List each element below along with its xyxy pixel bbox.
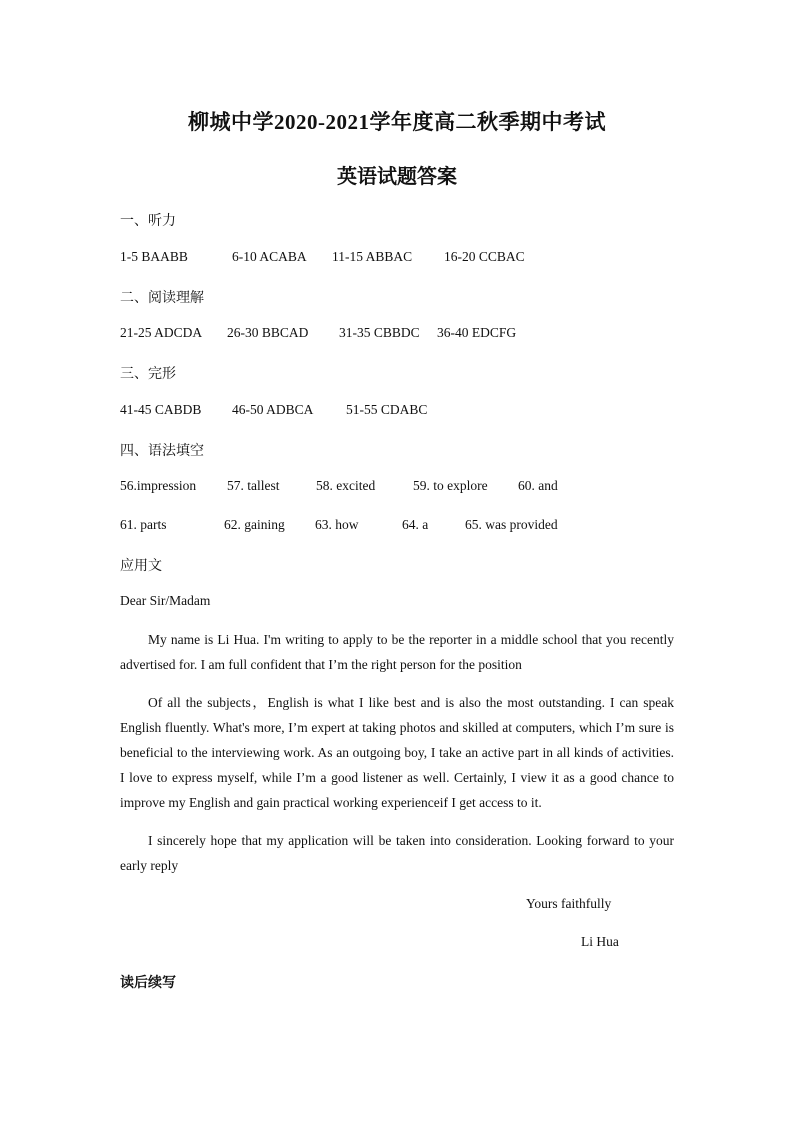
letter-paragraph-2: Of all the subjects，English is what I like best and is also the most outstanding. I can speak English fluently. What's more, I’m expert at taking photos and skilled at computers, which I’m sure is beneficial to the interviewing work. As an outgoing boy, I take an active part in all kinds of activities. I love to express myself, while I’m a good listener as well. Certainly, I view it as a good chance to improve my English and gain practical working experienceif I get access to it. — [120, 695, 674, 810]
answer-group: 46-50 ADBCA — [232, 402, 314, 417]
answer-group: 6-10 ACABA — [232, 249, 307, 264]
letter-paragraph-3: I sincerely hope that my application will be taken into consideration. Looking forward to your early reply — [120, 833, 674, 873]
answer-group: 26-30 BBCAD — [227, 325, 309, 340]
grammar-answers-row-2 — [120, 517, 674, 537]
answer-group: 36-40 EDCFG — [437, 325, 517, 340]
answer-item: 62. gaining — [224, 517, 285, 532]
answer-item: 60. and — [518, 478, 558, 493]
answer-item: 63. how — [315, 517, 359, 532]
answer-item: 56.impression — [120, 478, 197, 493]
answer-group: 51-55 CDABC — [346, 402, 428, 417]
section-heading-grammar: 四、语法填空 — [120, 444, 204, 459]
section-heading-writing: 应用文 — [120, 559, 162, 574]
answer-item: 57. tallest — [227, 478, 280, 493]
answer-group: 16-20 CCBAC — [444, 249, 525, 264]
listening-answers-row — [120, 249, 674, 269]
page-title: 柳城中学2020-2021学年度高二秋季期中考试 — [188, 110, 606, 134]
letter-paragraph-1: My name is Li Hua. I'm writing to apply to be the reporter in a middle school that you recently advertised for. I am full confident that I’m the right person for the position — [120, 632, 674, 672]
answer-group: 31-35 CBBDC — [339, 325, 420, 340]
answer-group: 11-15 ABBAC — [332, 249, 413, 264]
answer-group: 21-25 ADCDA — [120, 325, 203, 340]
answer-group: 41-45 CABDB — [120, 402, 202, 417]
answer-item: 61. parts — [120, 517, 167, 532]
grammar-answers-row-1 — [120, 478, 674, 498]
section-heading-continuation: 读后续写 — [120, 976, 176, 991]
section-heading-reading: 二、阅读理解 — [120, 291, 204, 306]
answer-item: 65. was provided — [465, 517, 558, 532]
answer-item: 58. excited — [316, 478, 376, 493]
letter-signature: Li Hua — [581, 934, 619, 949]
answer-item: 64. a — [402, 517, 429, 532]
section-heading-cloze: 三、完形 — [120, 367, 176, 382]
cloze-answers-row — [120, 402, 674, 422]
section-heading-listening: 一、听力 — [120, 214, 176, 229]
letter-salutation: Dear Sir/Madam — [120, 593, 211, 608]
answer-group: 1-5 BAABB — [120, 249, 188, 264]
answer-item: 59. to explore — [413, 478, 488, 493]
letter-closing: Yours faithfully — [526, 896, 612, 911]
reading-answers-row — [120, 325, 674, 345]
page-subtitle: 英语试题答案 — [337, 166, 457, 188]
